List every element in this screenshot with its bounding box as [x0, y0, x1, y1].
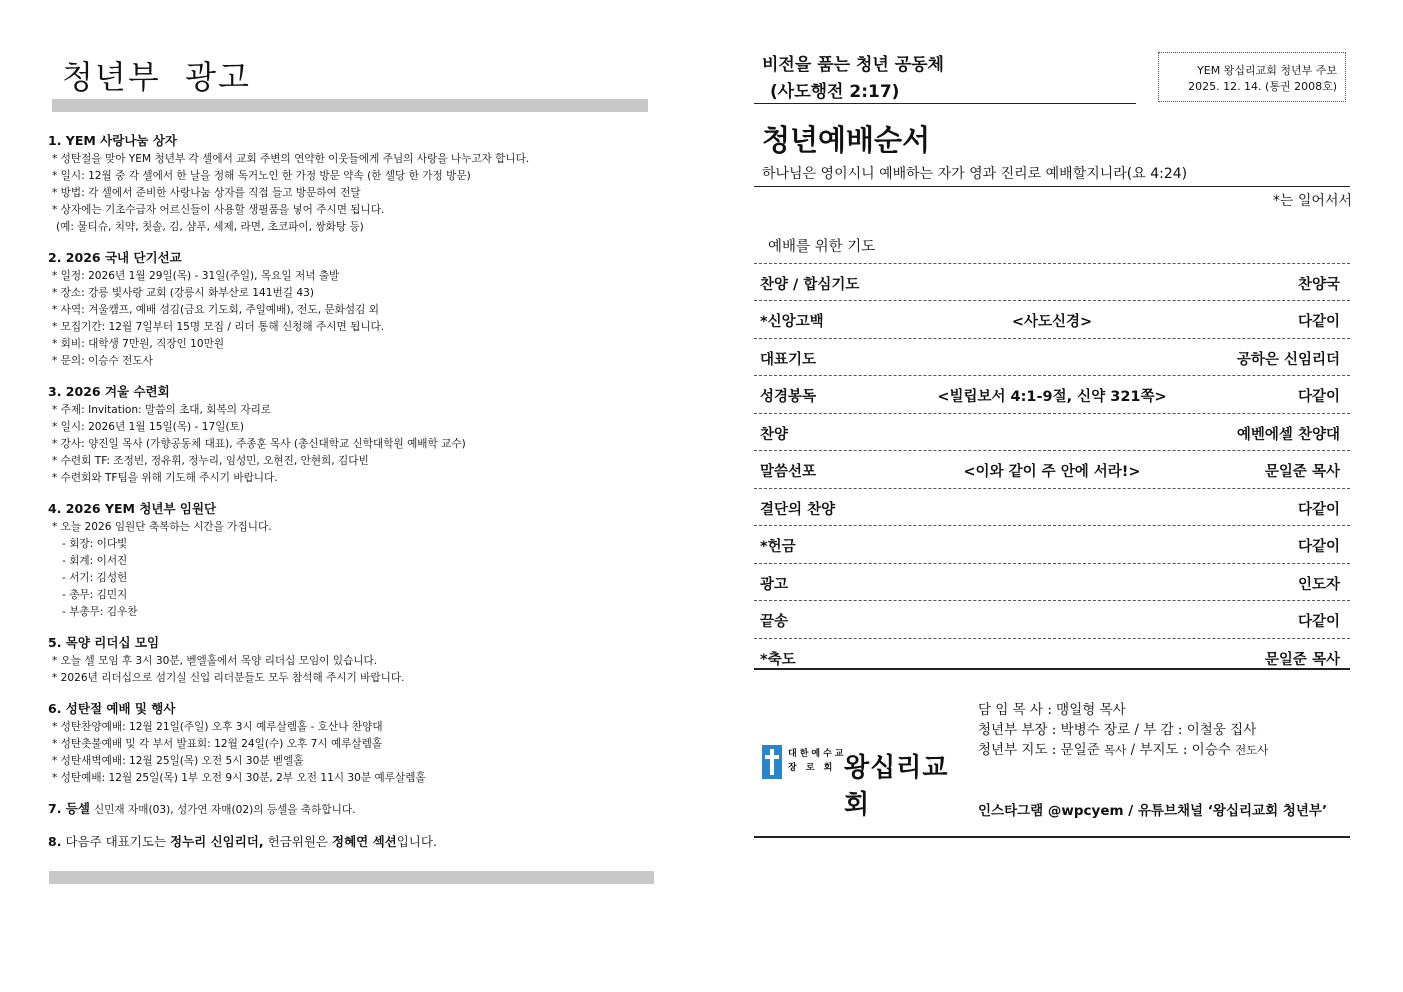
order-item: 광고: [760, 576, 789, 593]
church-name: 왕십리교회: [844, 753, 949, 820]
order-row: [754, 639, 1350, 670]
scripture-verse: 하나님은 영이시니 예배하는 자가 영과 진리로 예배할지니라(요 4:24): [762, 166, 1188, 182]
order-leader: 인도자: [1297, 576, 1340, 593]
order-leader: 다같이: [1297, 314, 1340, 330]
staff-text: 청년부 지도 : 문일준: [978, 742, 1100, 758]
order-row: [754, 601, 1350, 639]
staff-line: 청년부 부장 : 박병수 장로 / 부 감 : 이철웅 집사: [978, 722, 1257, 738]
section-line: * 사역: 겨울캠프, 예배 섬김(금요 기도회, 주일예배), 전도, 문화섬김 외: [52, 304, 379, 316]
section-line: (예: 물티슈, 치약, 칫솔, 김, 샴푸, 세제, 라면, 초코파이, 쌍화탕 등): [56, 221, 364, 233]
order-leader: 예벤에셀 찬양대: [1236, 426, 1340, 443]
cross-icon: [762, 745, 782, 779]
bulletin-info-box: [1158, 52, 1346, 102]
section-line: * 일정: 2026년 1월 29일(목) - 31일(주일), 목요일 저녁 출발: [52, 270, 340, 282]
announcements-title: 청년부 광고: [62, 58, 251, 96]
stand-note: *는 일어서서: [1272, 193, 1352, 209]
section-line: * 상자에는 기초수급자 어르신들이 사용할 생필품을 넣어 주시면 됩니다.: [52, 204, 385, 216]
order-item: *신앙고백: [760, 314, 824, 330]
section-line: * 성탄찬양예배: 12월 21일(주일) 오후 3시 예루살렘홀 - 호산나 찬양대: [52, 721, 383, 733]
section-title: 2. 2026 국내 단기선교: [48, 250, 182, 265]
officer-line: - 회장: 이다빛: [62, 538, 128, 550]
officer-line: - 총무: 김민지: [62, 589, 128, 601]
order-item: 결단의 찬양: [760, 501, 836, 518]
staff-line: [978, 740, 1268, 760]
staff-title: 전도사: [1235, 743, 1269, 757]
order-item: *축도: [760, 651, 796, 668]
order-row: [754, 264, 1350, 302]
section-text: 입니다.: [396, 834, 437, 849]
order-detail: <빌립보서 4:1-9절, 신약 321쪽>: [937, 389, 1167, 405]
denomination-line-2: 장 로 회: [788, 763, 836, 773]
section-title: 5. 목양 리더십 모임: [48, 635, 160, 650]
officer-line: - 부총무: 김우찬: [62, 606, 138, 618]
announcement-section: [48, 248, 658, 370]
announcement-section: [48, 131, 658, 236]
section-line: * 방법: 각 셀에서 준비한 사랑나눔 상자를 직접 들고 방문하여 전달: [52, 187, 361, 199]
section-line: * 성탄새벽예배: 12월 25일(목) 오전 5시 30분 벧엘홀: [52, 755, 304, 767]
social-links: 인스타그램 @wpcyem / 유튜브채널 ‘왕십리교회 청년부’: [978, 803, 1328, 819]
verse-underline: [754, 186, 1350, 187]
section-line: * 성탄절을 맞아 YEM 청년부 각 셀에서 교회 주변의 연약한 이웃들에게 주님의 사랑을 나누고자 합니다.: [52, 153, 530, 165]
order-row: [754, 489, 1350, 527]
order-leader: 문일준 목사: [1264, 464, 1340, 480]
staff-title: 목사: [1104, 743, 1127, 757]
order-leader: 공하은 신임리더: [1236, 351, 1340, 368]
order-item: 대표기도: [760, 351, 817, 368]
bottom-gray-bar: [49, 871, 654, 884]
section-line: * 주제: Invitation: 말씀의 초대, 회복의 자리로: [52, 404, 272, 416]
order-item: 끝송: [760, 614, 789, 630]
section-title: 3. 2026 겨울 수련회: [48, 384, 170, 399]
section-line: * 오늘 2026 임원단 축복하는 시간을 가집니다.: [52, 521, 272, 533]
staff-line: 담 임 목 사 : 맹일형 목사: [978, 702, 1126, 718]
announcement-section-8: [48, 832, 658, 852]
order-item: 성경봉독: [760, 389, 817, 405]
vision-underline: [754, 103, 1136, 104]
section-line: * 일시: 2026년 1월 15일(목) - 17일(토): [52, 421, 244, 433]
staff-text: / 부지도 : 이승수: [1130, 742, 1231, 758]
officer-line: - 회계: 이서진: [62, 555, 128, 567]
announcement-sections: [48, 131, 658, 864]
bulletin-title: YEM 왕십리교회 청년부 주보: [1197, 64, 1337, 77]
section-line: * 성탄촛불예배 및 각 부서 발표회: 12월 24일(수) 오후 7시 예루살렘홀: [52, 738, 383, 750]
order-row: [754, 226, 1350, 264]
announcement-section: [48, 633, 658, 687]
section-line: * 오늘 셀 모임 후 3시 30분, 벧엘홀에서 목양 리더십 모임이 있습니다.: [52, 655, 378, 667]
order-row: [754, 564, 1350, 602]
order-item: 예배를 위한 기도: [768, 239, 876, 255]
vision-heading: [762, 52, 944, 106]
vision-line-1: 비전을 품는 청년 공동체: [762, 55, 944, 75]
denomination-label: [788, 747, 846, 775]
staff-list: [978, 700, 1268, 760]
section-line: * 2026년 리더십으로 섬기실 신입 리더분들도 모두 참석해 주시기 바랍니다.: [52, 672, 405, 684]
order-row: [754, 526, 1350, 564]
announcement-section: [48, 382, 658, 487]
order-detail: <사도신경>: [1011, 314, 1093, 330]
officer-line: - 서기: 김성헌: [62, 572, 128, 584]
order-leader: 다같이: [1297, 614, 1340, 630]
order-leader: 문일준 목사: [1264, 651, 1340, 668]
bottom-rule: [754, 836, 1350, 838]
order-leader: 다같이: [1297, 389, 1340, 405]
section-title: 1. YEM 사랑나눔 상자: [48, 133, 177, 148]
order-row: [754, 414, 1350, 452]
vision-line-2: (사도행전 2:17): [770, 82, 900, 102]
order-leader: 다같이: [1297, 539, 1340, 555]
order-leader: 찬양국: [1297, 276, 1340, 293]
section-number: 8.: [48, 834, 62, 849]
section-line: * 회비: 대학생 7만원, 직장인 10만원: [52, 338, 225, 350]
section-line: * 강사: 양진일 목사 (가향공동체 대표), 주종훈 목사 (총신대학교 신학대학원 예배학 교수): [52, 438, 466, 450]
order-item: *헌금: [760, 539, 796, 555]
section-line: * 수련회와 TF팀을 위해 기도해 주시기 바랍니다.: [52, 472, 278, 484]
church-logo: [762, 745, 962, 820]
order-row: [754, 376, 1350, 414]
worship-order-list: [754, 226, 1350, 670]
title-underline-bar: [52, 99, 648, 112]
section-line: * 장소: 강릉 빛사랑 교회 (강릉시 화부산로 141번길 43): [52, 287, 314, 299]
section-line: * 일시: 12월 중 각 셀에서 한 날을 정해 독거노인 한 가정 방문 약속 (한 셀당 한 가정 방문): [52, 170, 471, 182]
section-title: 4. 2026 YEM 청년부 임원단: [48, 501, 217, 516]
section-line: * 성탄예배: 12월 25일(목) 1부 오전 9시 30분, 2부 오전 11시 30분 예루살렘홀: [52, 772, 426, 784]
section-line: * 모집기간: 12월 7일부터 15명 모집 / 리더 통해 신청해 주시면 됩니다.: [52, 321, 385, 333]
order-item: 찬양: [760, 426, 789, 443]
section-line: * 문의: 이승수 전도사: [52, 355, 153, 367]
worship-order-title: 청년예배순서: [762, 123, 931, 157]
prayer-leader: 정누리 신임리더,: [170, 834, 264, 849]
bulletin-date: 2025. 12. 14. (통권 2008호): [1188, 80, 1337, 93]
section-text: 신민재 자매(03), 성가연 자매(02)의 등셀을 축하합니다.: [93, 804, 356, 816]
order-row: [754, 301, 1350, 339]
order-item: 찬양 / 합심기도: [760, 276, 860, 293]
section-text: 헌금위원은: [267, 834, 329, 849]
order-row: [754, 451, 1350, 489]
announcement-section: [48, 699, 658, 787]
announcement-section: [48, 499, 658, 621]
order-item: 말씀선포: [760, 464, 817, 480]
section-title: 6. 성탄절 예배 및 행사: [48, 701, 176, 716]
section-title: 7. 등셀: [48, 801, 90, 816]
section-text: 다음주 대표기도는: [65, 834, 167, 849]
offering-committee: 정혜연 섹션: [332, 834, 397, 849]
section-line: * 수련회 TF: 조정빈, 정유휘, 정누리, 임성민, 오현진, 안현희, 김다빈: [52, 455, 369, 467]
announcement-section-7: [48, 799, 658, 820]
denomination-line-1: 대한예수교: [788, 749, 847, 759]
order-leader: 다같이: [1297, 501, 1340, 518]
order-detail: <이와 같이 주 안에 서라!>: [963, 464, 1141, 480]
order-row: [754, 339, 1350, 377]
